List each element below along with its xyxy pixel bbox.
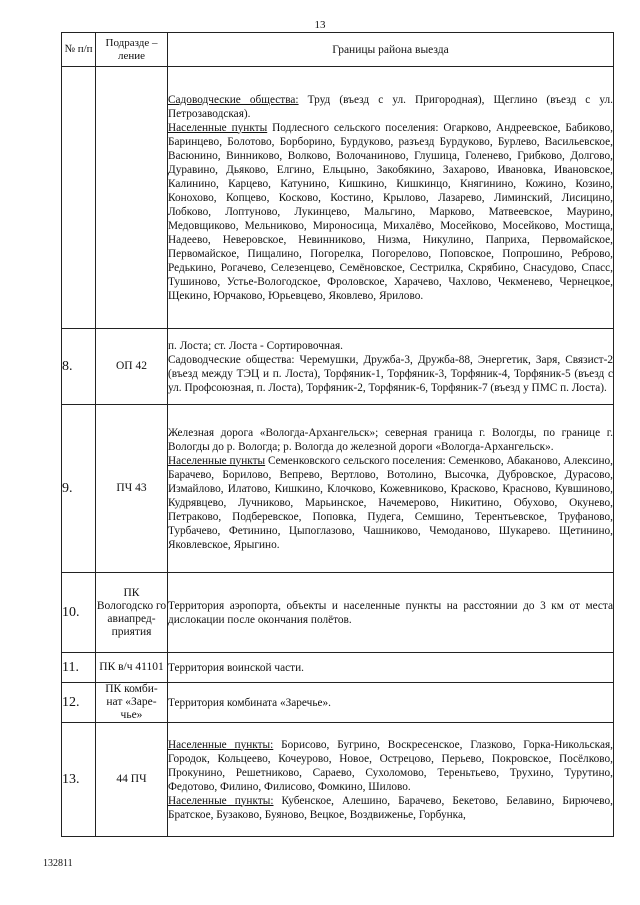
paragraph-text: Территория воинской части. xyxy=(168,661,304,674)
district-borders-table xyxy=(61,32,614,837)
row-unit xyxy=(96,67,168,329)
page-number: 13 xyxy=(314,19,326,31)
table-row xyxy=(62,653,614,683)
paragraph-text: Подлесного сельского поселения: Огарково, Андреевское, Бабиково, Баринцево, Болотово, Борборино, Бурдуково, разъезд Бурдуково, Бурлево, Васильевское, Васюнино, Винниково, Волково, Волочаниново, Глушица, Голенево, Грибково, Долгово, Дуравино, Дьяково, Елгино, Ельцыно, Закобякино, Захарово, Ивановка, Ивановское, Калинино, Карцево, Катунино, Кишкино, Кишкинцо, Княгинино, Кожино, Козино, Конохово, Копцево, Косково, Костино, Крылово, Лазарево, Лиминский, Лисицино, Лобково, Лоптуново, Лукинцево, Мальгино, Марково, Матвеевское, Маурино, Медовщиково, Мельниково, Мироносица, Михалёво, Мосейково, Мосейково, Мостища, Надеево, Неверовское, Невинниково, Низма, Никулино, Паприха, Первомайское, Первомайское, Пищалино, Погорелка, Погорелово, Поповское, Попрошино, Реброво, Редькино, Рогачево, Селезенцево, Семёновское, Сестрилка, Скрябино, Снасудово, Спасс, Тушиново, Устье-Вологодское, Фроловское, Харачево, Чахлово, Чекменево, Чернецкое, Щекино, Юрчаково, Юрьевцево, Яковлево, Ярилово. xyxy=(168,121,613,302)
border-paragraph xyxy=(168,121,613,303)
row-number xyxy=(62,67,96,329)
row-number: 8. xyxy=(62,329,96,405)
table-row xyxy=(62,67,614,329)
border-paragraph xyxy=(168,696,613,710)
table-row xyxy=(62,329,614,405)
paragraph-text: Борисово, Бугрино, Воскресенское, Глазково, Горка-Никольская, Городок, Кольцеево, Кочеурово, Новое, Острецово, Перьево, Покровское, Посёлково, Прокунино, Решетниково, Сараево, Сухоломово, Тереньтьево, Трухино, Турутино, Федотово, Филино, Филисово, Фомкино, Шилово. xyxy=(168,738,613,793)
header-unit: Подразде – ление xyxy=(96,33,168,67)
row-unit: ПЧ 43 xyxy=(96,405,168,573)
row-number: 9. xyxy=(62,405,96,573)
row-borders xyxy=(168,653,614,683)
paragraph-label: Населенные пункты xyxy=(168,454,266,467)
paragraph-text: Семенковского сельского поселения: Семенково, Абаканово, Алексино, Барачево, Борилово, Вепрево, Вертлово, Вотолино, Высочка, Дубровское, Дурасово, Измайлово, Илатово, Кишкино, Клочково, Кожевниково, Красково, Красново, Кувшиново, Кудрявцево, Лучниково, Марьинское, Начемерово, Никитино, Обухово, Окунево, Петраково, Подберевское, Поповка, Пудега, Семшино, Терентьевское, Труфаново, Турбачево, Фетинино, Цыпоглазово, Чашниково, Чемоданово, Шукарево. Щетинино, Яковлевское, Ярыгино. xyxy=(168,454,614,551)
row-number: 13. xyxy=(62,723,96,837)
border-paragraph xyxy=(168,661,613,675)
table-row xyxy=(62,723,614,837)
paragraph-label: Садоводческие общества: xyxy=(168,93,299,106)
paragraph-text: Труд (въезд с ул. Пригородная), Щеглино (въезд с ул. Петрозаводская). xyxy=(168,93,613,120)
row-unit: ОП 42 xyxy=(96,329,168,405)
border-paragraph xyxy=(168,794,613,822)
row-unit: ПК в/ч 41101 xyxy=(96,653,168,683)
border-paragraph xyxy=(168,426,613,454)
row-number: 11. xyxy=(62,653,96,683)
row-unit: 44 ПЧ xyxy=(96,723,168,837)
row-borders xyxy=(168,405,614,573)
paragraph-text: Территория аэропорта, объекты и населенные пункты на расстоянии до 3 км от места дислокации после окончания полётов. xyxy=(168,599,613,626)
table-row xyxy=(62,683,614,723)
paragraph-text: Территория комбината «Заречье». xyxy=(168,696,331,709)
paragraph-text: Садоводческие общества: Черемушки, Дружба-3, Дружба-88, Энергетик, Заря, Связист-2 (въезд между ТЭЦ и п. Лоста), Торфяник-1, Торфяник-3, Торфяник-4, Торфяник-5 (въезд с ул. Профсоюзная, п. Лоста), Торфяник-2, Торфяник-6, Торфяник-7 (въезд у ПМС п. Лоста). xyxy=(168,353,613,394)
row-number: 12. xyxy=(62,683,96,723)
border-paragraph xyxy=(168,93,613,121)
row-unit: ПК Вологодско го авиапред- приятия xyxy=(96,573,168,653)
paragraph-text: п. Лоста; ст. Лоста - Сортировочная. xyxy=(168,339,343,352)
row-number: 10. xyxy=(62,573,96,653)
paragraph-label: Населенные пункты: xyxy=(168,794,274,807)
row-borders xyxy=(168,67,614,329)
table-row xyxy=(62,405,614,573)
row-borders xyxy=(168,683,614,723)
row-borders xyxy=(168,573,614,653)
border-paragraph xyxy=(168,599,613,627)
footer-code: 132811 xyxy=(43,858,73,869)
header-borders: Границы района выезда xyxy=(168,33,614,67)
row-borders xyxy=(168,723,614,837)
table-row xyxy=(62,573,614,653)
paragraph-text: Железная дорога «Вологда-Архангельск»; северная граница г. Вологды, по границе г. Вологды до р. Вологда; р. Вологда до железной дороги «Вологда-Архангельск». xyxy=(168,426,613,453)
paragraph-text: Кубенское, Алешино, Барачево, Бекетово, Белавино, Бирючево, Братское, Бузаково, Буяново, Вецкое, Воздвиженье, Горбунка, xyxy=(168,794,613,821)
paragraph-label: Населенные пункты: xyxy=(168,738,274,751)
row-borders xyxy=(168,329,614,405)
row-unit: ПК комби- нат «Заре- чье» xyxy=(96,683,168,723)
border-paragraph xyxy=(168,454,613,552)
border-paragraph xyxy=(168,353,613,395)
border-paragraph xyxy=(168,738,613,794)
header-number: № п/п xyxy=(62,33,96,67)
paragraph-label: Населенные пункты xyxy=(168,121,268,134)
border-paragraph xyxy=(168,339,613,353)
